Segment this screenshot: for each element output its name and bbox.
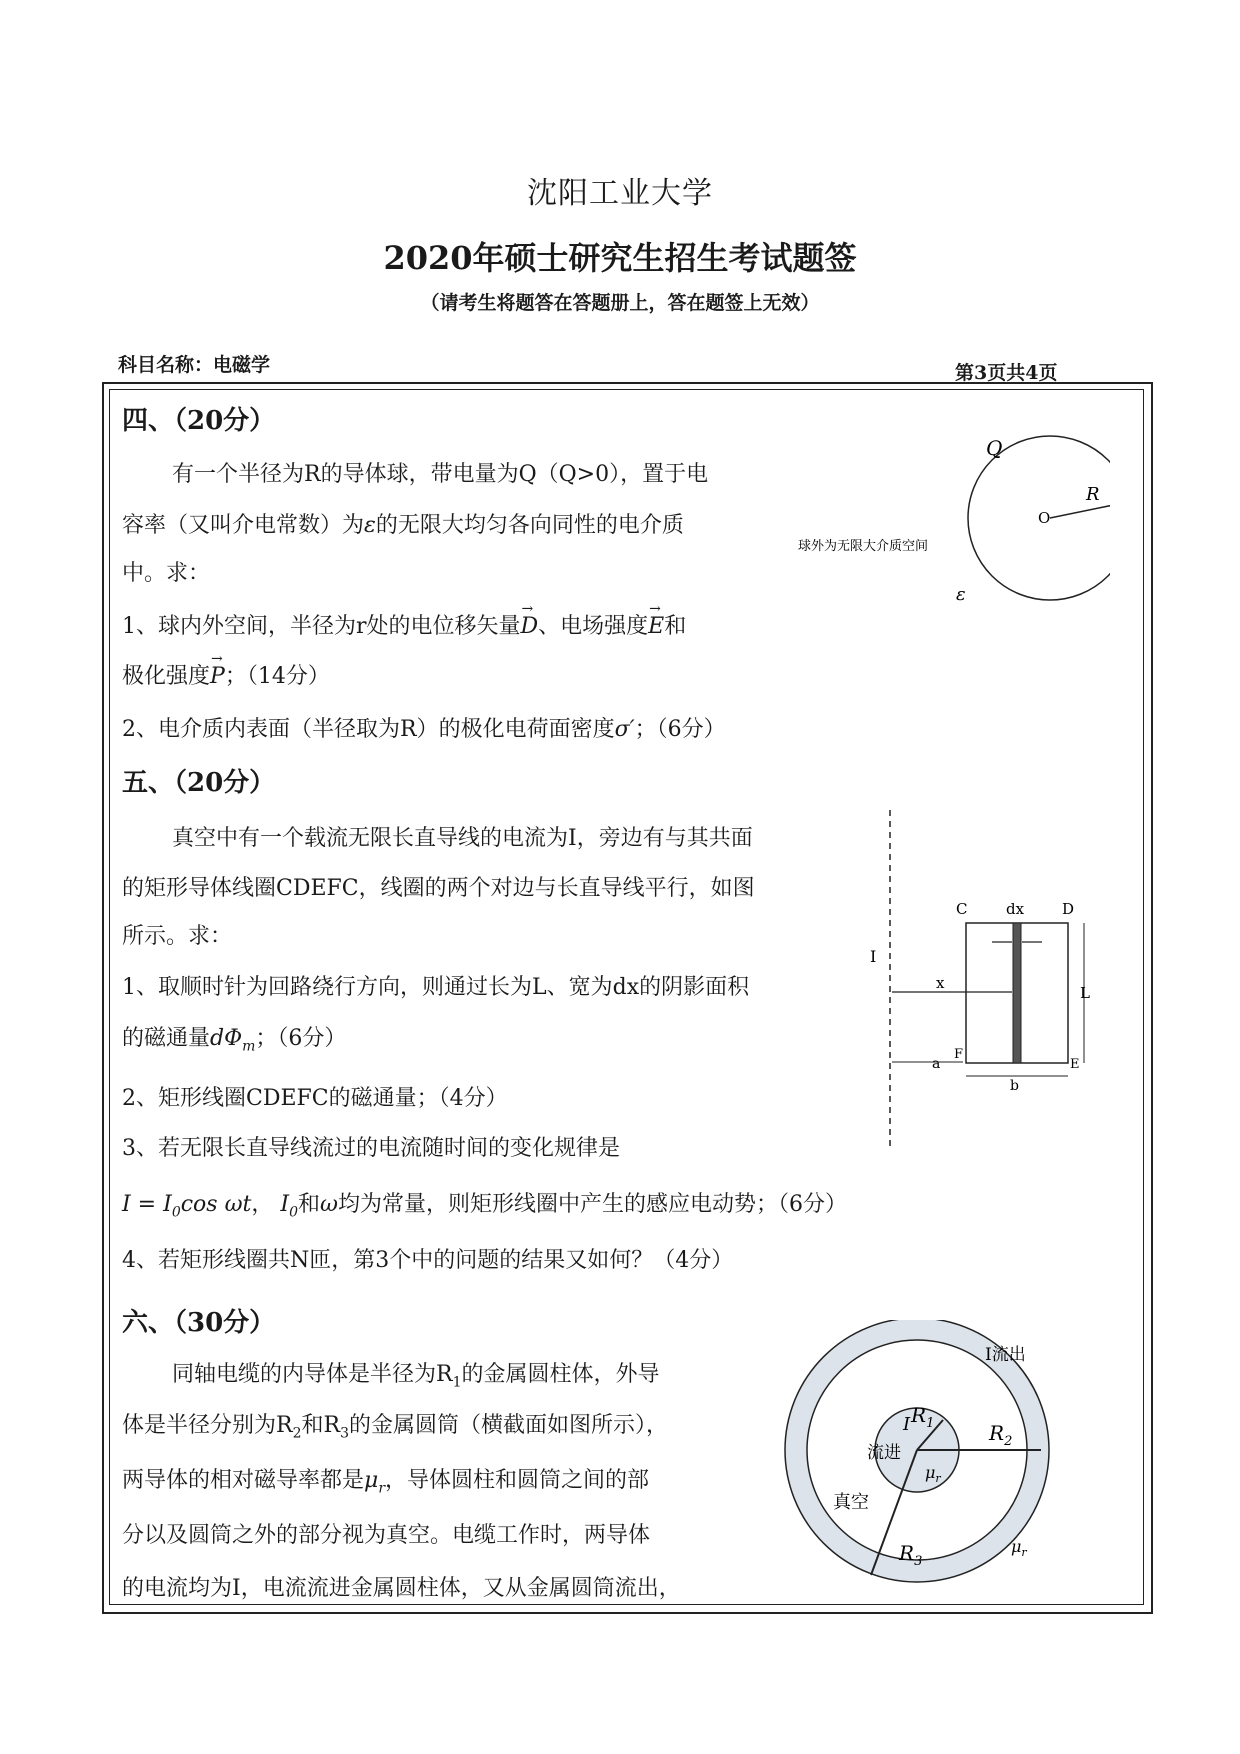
- q5-item2: 2、矩形线圈CDEFC的磁通量；（4分）: [122, 1086, 508, 1111]
- q5-item3-rest: 均为常量，则矩形线圈中产生的感应电动势；（6分）: [337, 1192, 847, 1217]
- q4-item1d: 极化强度: [122, 664, 211, 689]
- current-in-symbol: I: [903, 1414, 911, 1435]
- vacuum-label: 真空: [833, 1492, 869, 1513]
- q6-line2: [122, 1413, 668, 1442]
- exam-title: 2020年硕士研究生招生考试题签: [383, 239, 857, 277]
- b-label: b: [1010, 1078, 1019, 1094]
- corner-f: F: [954, 1047, 964, 1062]
- q4-line2a: 容率（又叫介电常数）为: [122, 513, 365, 538]
- coil-figure: [840, 810, 1100, 1150]
- coax-figure: [775, 1320, 1085, 1595]
- omega-symbol: ω: [320, 1192, 338, 1217]
- q6-line1b: 的金属圆柱体，外导: [461, 1362, 660, 1387]
- i0-symbol: I: [280, 1192, 290, 1217]
- q6-mu-sub: r: [378, 1480, 386, 1497]
- q5-dphi: dΦ: [210, 1026, 243, 1051]
- q5-item3: 3、若无限长直导线流过的电流随时间的变化规律是: [122, 1136, 620, 1161]
- r3-letter: R: [899, 1541, 915, 1565]
- q6-line2c: 的金属圆筒（横截面如图所示），: [349, 1413, 669, 1438]
- exam-note: （请考生将题答在答题册上，答在题签上无效）: [420, 292, 820, 314]
- q6-line5: 的电流均为I，电流流进金属圆柱体，又从金属圆筒流出，: [122, 1576, 681, 1601]
- q5-item1b: 的磁通量: [122, 1026, 211, 1051]
- outer-mu-label: [1011, 1537, 1027, 1559]
- r3-sub: 3: [914, 1554, 923, 1569]
- center-label: O: [1038, 509, 1051, 527]
- r2-letter: R: [989, 1421, 1005, 1445]
- q4-sigma: σ′: [614, 717, 635, 742]
- i0-sub: 0: [289, 1204, 298, 1221]
- q4-item1-cont: [122, 664, 330, 690]
- length-label: L: [1080, 984, 1090, 1002]
- q4-item2b: ；（6分）: [634, 717, 726, 742]
- medium-caption: 球外为无限大介质空间: [798, 539, 929, 554]
- q6-line1: [172, 1362, 660, 1391]
- current-label: I: [870, 947, 877, 966]
- q4-item1: [122, 614, 686, 640]
- q6-line3: [122, 1468, 649, 1497]
- q4-item2: [122, 717, 726, 743]
- q4-item1e: ；（14分）: [224, 664, 330, 689]
- page-number: 第3页共4页: [955, 362, 1058, 384]
- q5-item3-eq: $I = I_0\cos$ ωt， $I_0$和ω均为常量，则矩形线圈中产生的感应电动势；（6分）: [122, 1192, 847, 1221]
- q4-heading: 四、（20分）: [122, 406, 276, 436]
- radius-line: [1050, 502, 1110, 518]
- outer-mu-sub: r: [1021, 1546, 1027, 1559]
- q5-dphi-sub: m: [242, 1038, 256, 1055]
- q4-item1c: 和: [664, 614, 687, 639]
- q4-line1: 有一个半径为R的导体球，带电量为Q（Q>0），置于电: [172, 462, 709, 487]
- eq-lhs: I = I: [122, 1192, 172, 1217]
- q6-line2b: 和R: [301, 1413, 341, 1438]
- q5-line2: 的矩形导体线圈CDEFC，线圈的两个对边与长直导线平行，如图: [122, 876, 755, 901]
- q5-item4: 4、若矩形线圈共N匝，第3个中的问题的结果又如何？（4分）: [122, 1248, 734, 1273]
- subject-name: 科目名称：电磁学: [118, 354, 271, 376]
- r2-sub: 2: [1004, 1434, 1013, 1449]
- q6-line2-sub2: 2: [292, 1425, 302, 1442]
- corner-e: E: [1070, 1057, 1080, 1072]
- q4-item1a: 1、球内外空间，半径为r处的电位移矢量: [122, 614, 521, 639]
- dx-label: dx: [1006, 900, 1025, 918]
- current-in-label: 流进: [867, 1443, 901, 1463]
- q6-line2a: 体是半径分别为R: [122, 1413, 293, 1438]
- q5-heading: 五、（20分）: [122, 768, 276, 798]
- inner-mu-letter: μ: [925, 1463, 936, 1482]
- q6-line4: 分以及圆筒之外的部分视为真空。电缆工作时，两导体: [122, 1523, 651, 1548]
- corner-c: C: [956, 900, 968, 918]
- q4-line2b: 的无限大均匀各向同性的电介质: [375, 513, 684, 538]
- radius-label: R: [1086, 484, 1100, 505]
- corner-d: D: [1062, 900, 1075, 918]
- q5-line1: 真空中有一个载流无限长直导线的电流为I，旁边有与其共面: [172, 826, 753, 851]
- and-text: 和: [298, 1192, 321, 1217]
- q6-line2-sub3: 3: [340, 1425, 349, 1442]
- q4-epsilon: ε: [364, 513, 376, 538]
- inner-mu-sub: r: [935, 1472, 941, 1485]
- q6-line1-sub: 1: [452, 1374, 462, 1391]
- vector-e: → E: [648, 614, 664, 640]
- vector-p: → P: [210, 664, 225, 690]
- vector-d: → D: [521, 614, 539, 640]
- university-name: 沈阳工业大学: [527, 176, 713, 211]
- q6-line3a: 两导体的相对磁导率都是: [122, 1468, 365, 1493]
- q4-item2a: 2、电介质内表面（半径取为R）的极化电荷面密度: [122, 717, 615, 742]
- q5-item1c: ；（6分）: [255, 1026, 347, 1051]
- q4-item1b: 、电场强度: [538, 614, 649, 639]
- q5-item1: 1、取顺时针为回路绕行方向，则通过长为L、宽为dx的阴影面积: [122, 975, 750, 1000]
- epsilon-label: ε: [956, 584, 966, 605]
- current-out-label: I流出: [985, 1345, 1026, 1365]
- outer-mu-letter: μ: [1011, 1537, 1022, 1556]
- r1-sub: 1: [926, 1416, 935, 1431]
- q4-line2: [122, 513, 684, 539]
- shaded-strip: [1013, 923, 1021, 1063]
- eq-rhs: cos ωt: [180, 1192, 252, 1217]
- q5-item1-cont: [122, 1026, 346, 1055]
- charge-label: Q: [986, 436, 1003, 460]
- r1-letter: R: [911, 1403, 927, 1427]
- q4-line3: 中。求：: [122, 561, 211, 586]
- sphere-figure: [780, 430, 1110, 620]
- q5-line3: 所示。求：: [122, 924, 233, 949]
- q6-line3b: ，导体圆柱和圆筒之间的部: [385, 1468, 650, 1493]
- q6-line1a: 同轴电缆的内导体是半径为R: [172, 1362, 453, 1387]
- q6-heading: 六、（30分）: [122, 1308, 276, 1338]
- eq-sub: 0: [171, 1204, 181, 1221]
- q6-mu: μ: [364, 1468, 379, 1493]
- x-label: x: [936, 974, 945, 992]
- a-label: a: [932, 1056, 941, 1072]
